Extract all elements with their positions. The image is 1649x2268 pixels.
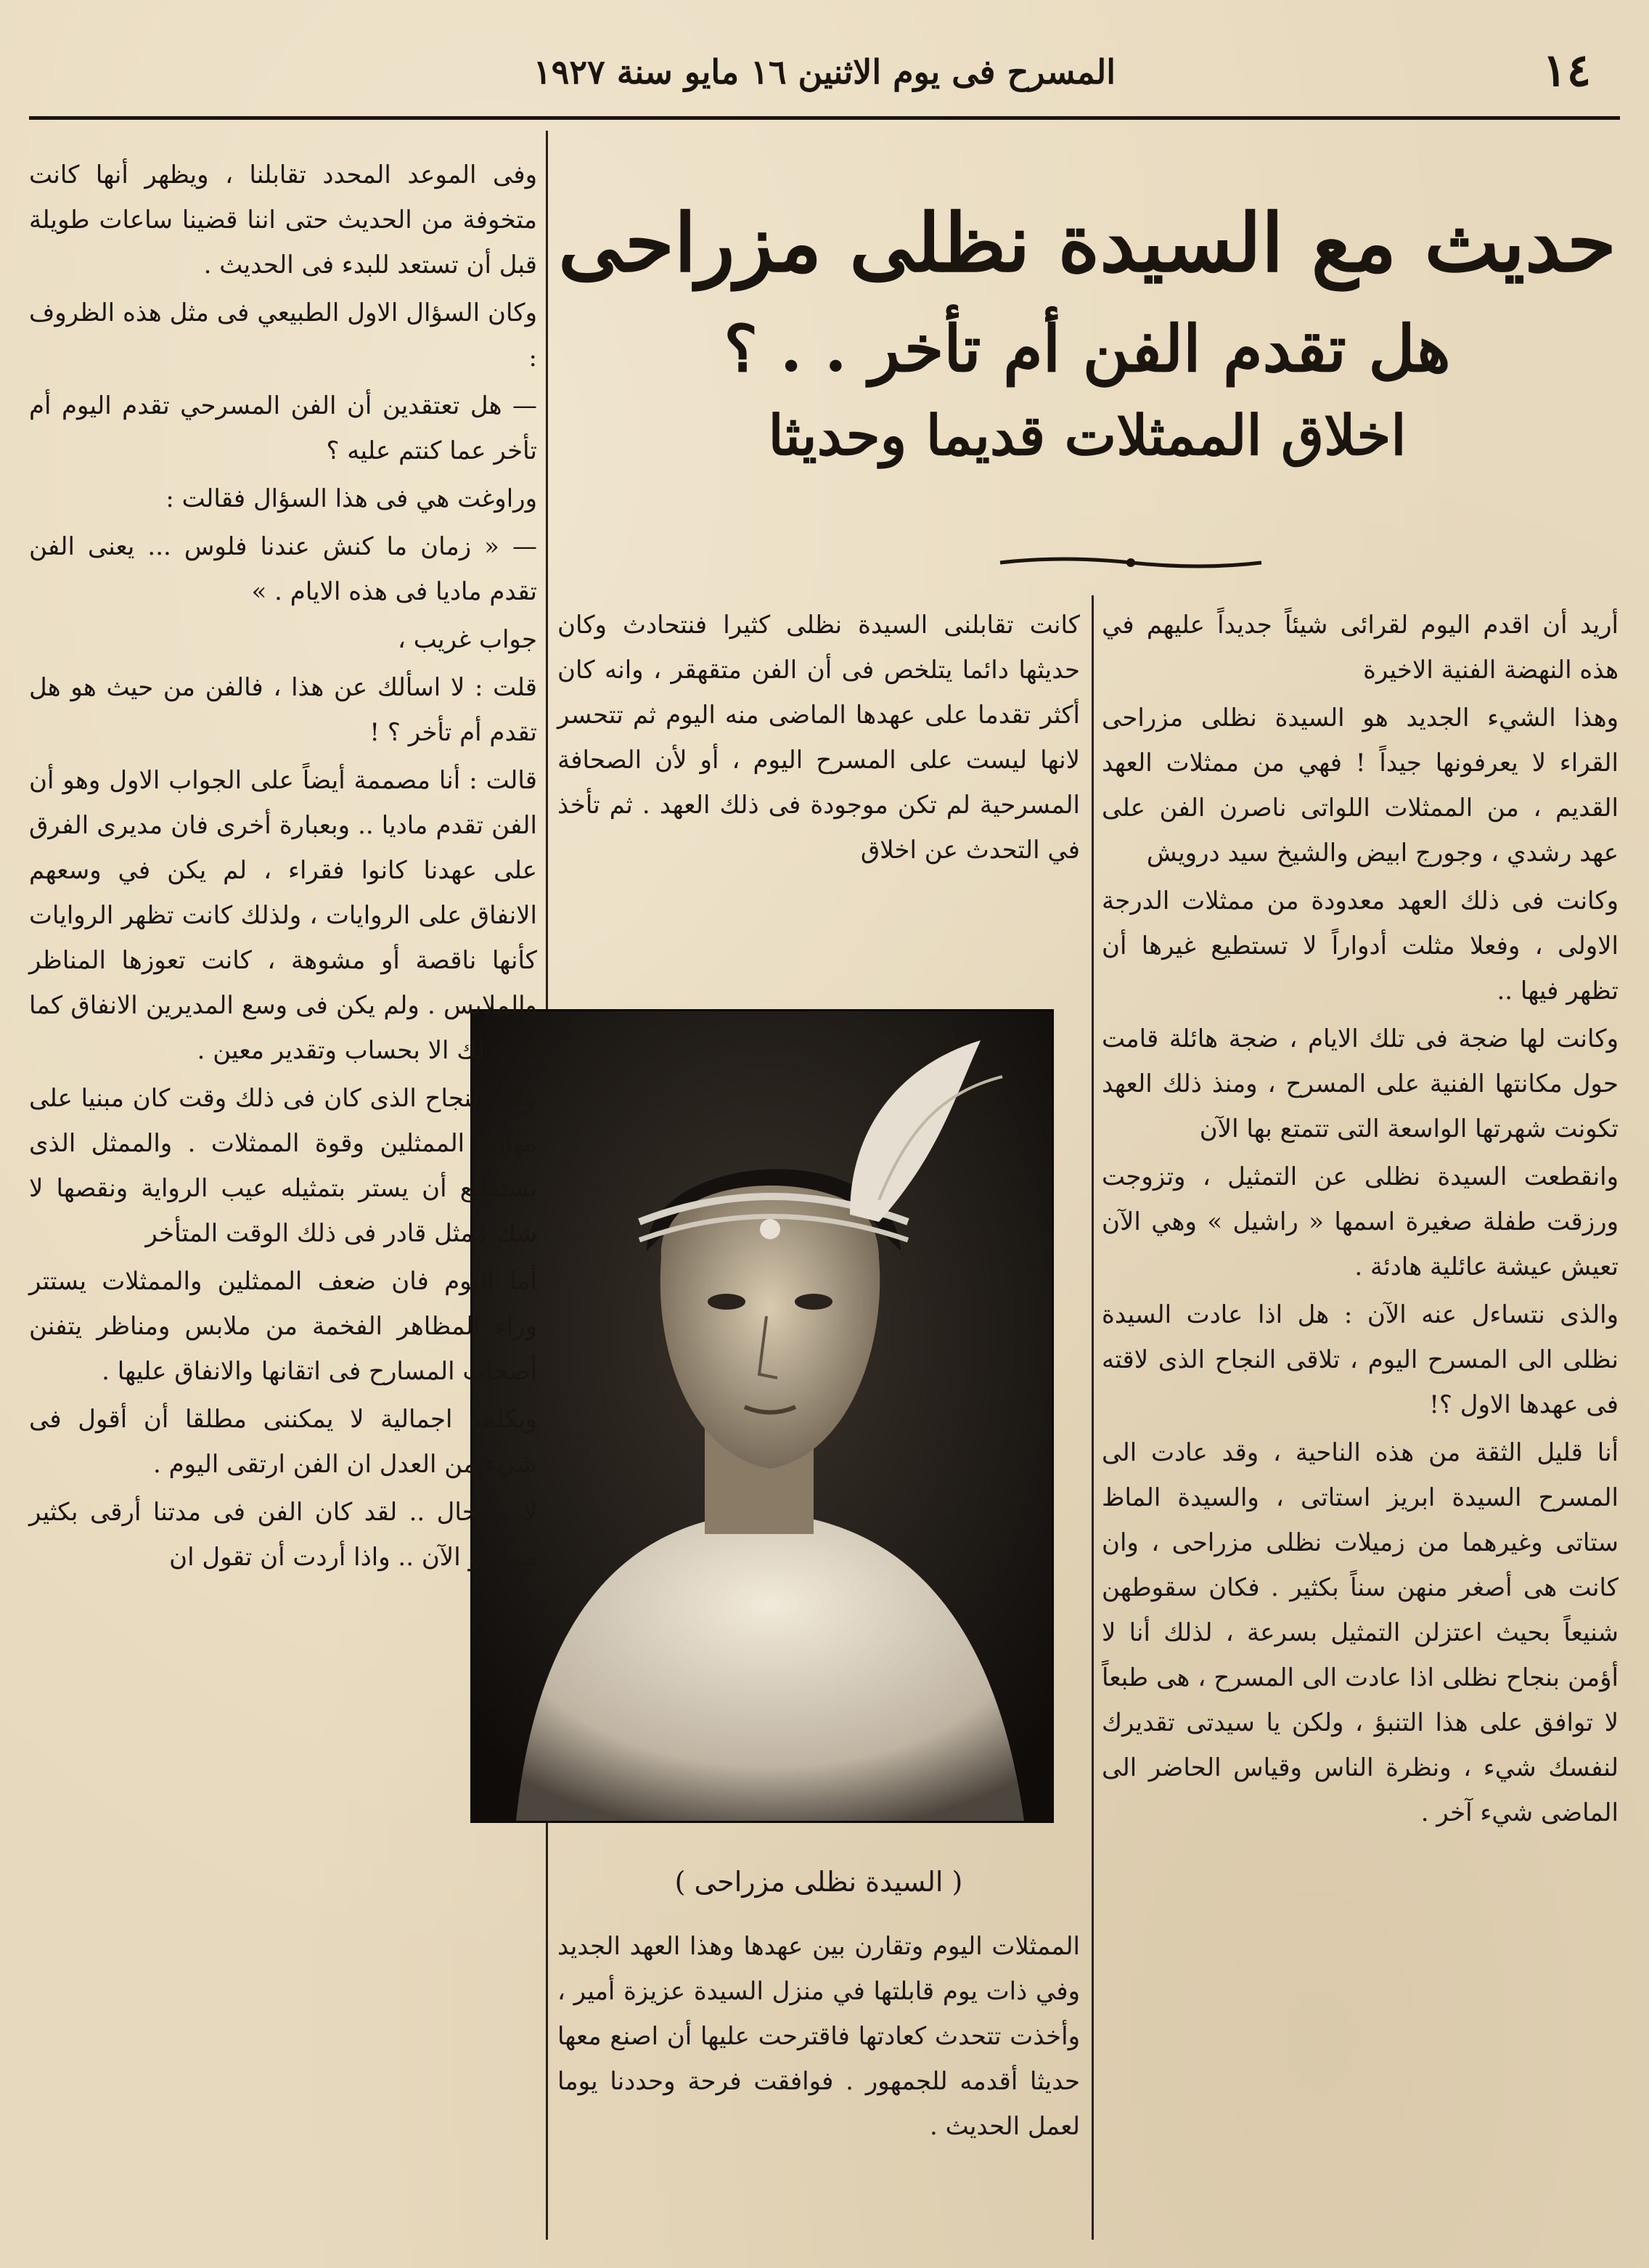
page-header — [29, 44, 1620, 109]
paragraph: جواب غريب ، — [397, 625, 537, 654]
paragraph: كانت تقابلنى السيدة نظلى كثيرا فنتحادث وكان حديثها دائما يتلخص فى أن الفن متقهقر ، وانه كان أكثر تقدما على عهدها الماضى منه اليوم ثم تتحسر لانها ليست على المسرح اليوم ، أو لأن الصحافة المسرحية لم تكن موجودة فى ذلك العهد . ثم تأخذ في التحدث عن اخلاق — [557, 611, 1080, 865]
header-rule — [29, 116, 1620, 120]
article-subsubtitle: اخلاق الممثلات قديما وحديثا — [768, 403, 1407, 468]
portrait-illustration — [472, 1011, 1052, 1821]
paragraph: وكان السؤال الاول الطبيعي فى مثل هذه الظروف : — [29, 298, 537, 372]
column-left — [29, 152, 537, 1583]
headline-block — [557, 196, 1617, 472]
paragraph: قلت : لا اسألك عن هذا ، فالفن من حيث هو هل تقدم أم تأخر ؟ ! — [29, 673, 537, 747]
paragraph: قالت : أنا مصممة أيضاً على الجواب الاول وهو أن الفن تقدم ماديا .. وبعبارة أخرى فان مديرى الفرق على عهدنا كانوا فقراء ، لم يكن في وسعهم الانفاق على الروايات ، ولذلك كانت تظهر الروايات كأنها ناقصة أو مشوهة ، كانت تعوزها المناظر والملابس . ولم يكن فى وسع المديرين الانفاق كما قلت لك الا بحساب وتقدير معين . — [29, 766, 537, 1065]
column-rule-right — [1092, 595, 1094, 2240]
paragraph: وبكلمة اجمالية لا يمكننى مطلقا أن أقول فى شيء من العدل ان الفن ارتقى اليوم . — [29, 1405, 537, 1479]
paragraph: أما اليوم فان ضعف الممثلين والممثلات يستتر وراء المظاهر الفخمة من ملابس ومناظر يتفنن أصحاب المسارح فى اتقانها والانفاق عليها . — [29, 1267, 537, 1386]
paragraph: وانقطعت السيدة نظلى عن التمثيل ، وتزوجت ورزقت طفلة صغيرة اسمها « راشيل » وهي الآن تعيش عيشة عائلية هادئة . — [1102, 1162, 1619, 1281]
paragraph: وكانت فى ذلك العهد معدودة من ممثلات الدرجة الاولى ، وفعلا مثلت أدواراً لا تستطيع غيرها أن تظهر فيها .. — [1102, 886, 1619, 1005]
page-number: ١٤ — [1542, 44, 1591, 97]
portrait-photo — [470, 1009, 1054, 1823]
running-head: المسرح فى يوم الاثنين ١٦ مايو سنة ١٩٢٧ — [533, 52, 1116, 91]
paragraph: وراوغت هي فى هذا السؤال فقالت : — [165, 484, 537, 513]
paragraph: وكانت لها ضجة فى تلك الايام ، ضجة هائلة قامت حول مكانتها الفنية على المسرح ، ومنذ ذلك العهد تكونت شهرتها الواسعة التى تتمتع بها الآن — [1102, 1024, 1619, 1143]
article-title: حديث مع السيدة نظلى مزراحى — [558, 196, 1616, 290]
paragraph: أريد أن اقدم اليوم لقرائى شيئاً جديداً عليهم في هذه النهضة الفنية الاخيرة — [1102, 611, 1619, 685]
paragraph: أنا قليل الثقة من هذه الناحية ، وقد عادت الى المسرح السيدة ابريز استاتى ، والسيدة الماظ ستاتى وغيرهما من زميلات نظلى مزراحى ، وان كانت هى أصغر منهن سناً بكثير . فكان سقوطهن شنيعاً بحيث اعتزلن التمثيل بسرعة ، لذلك أنا لا أؤمن بنجاح نظلى اذا عادت الى المسرح ، هى طبعاً لا توافق على هذا التنبؤ ، ولكن يا سيدتى تقديرك لنفسك شيء ، ونظرة الناس وقياس الحاضر الى الماضى شيء آخر . — [1102, 1438, 1619, 1827]
paragraph: — هل تعتقدين أن الفن المسرحي تقدم اليوم أم تأخر عما كنتم عليه ؟ — [29, 391, 537, 465]
photo-caption: ( السيدة نظلى مزراحى ) — [674, 1866, 963, 1898]
paragraph: — « زمان ما كنش عندنا فلوس ... يعنى الفن تقدم ماديا فى هذه الايام . » — [29, 532, 537, 606]
paragraph: وفى الموعد المحدد تقابلنا ، ويظهر أنها كانت متخوفة من الحديث حتى اننا قضينا ساعات طويلة قبل أن تستعد للبدء فى الحديث . — [29, 160, 537, 280]
column-right — [1102, 603, 1619, 1838]
paragraph: وكل النجاح الذى كان فى ذلك وقت كان مبنيا على مهارة الممثلين وقوة الممثلات . والممثل الذى يستطيع أن يستر بتمثيله عيب الرواية ونقصها لا شك ممثل قادر فى ذلك الوقت المتأخر — [29, 1084, 537, 1248]
column-middle-bottom — [557, 1924, 1080, 2152]
paragraph: الممثلات اليوم وتقارن بين عهدها وهذا العهد الجديد وفي ذات يوم قابلتها في منزل السيدة عزيزة أمير ، وأخذت تتحدث كعادتها فاقترحت عليها أن اصنع معها حديثا أقدمه للجمهور . فوافقت فرحة وحددنا يوما لعمل الحديث . — [557, 1932, 1080, 2141]
ornament-divider — [993, 555, 1269, 570]
paragraph: وهذا الشيء الجديد هو السيدة نظلى مزراحى القراء لا يعرفونها جيداً ! فهي من ممثلات العهد القديم ، من الممثلات اللواتى ناصرن الفن على عهد رشدي ، وجورج ابيض والشيخ سيد درويش — [1102, 703, 1619, 868]
paragraph: لا . محال .. لقد كان الفن فى مدتنا أرقى بكثير مما هو الآن .. واذا أردت أن تقول ان — [29, 1498, 537, 1572]
column-middle-top — [557, 603, 1080, 876]
paragraph: والذى نتساءل عنه الآن : هل اذا عادت السيدة نظلى الى المسرح اليوم ، تلاقى النجاح الذى لاقته فى عهدها الاول ؟! — [1102, 1300, 1619, 1419]
article-subtitle: هل تقدم الفن أم تأخر . . ؟ — [724, 311, 1451, 386]
